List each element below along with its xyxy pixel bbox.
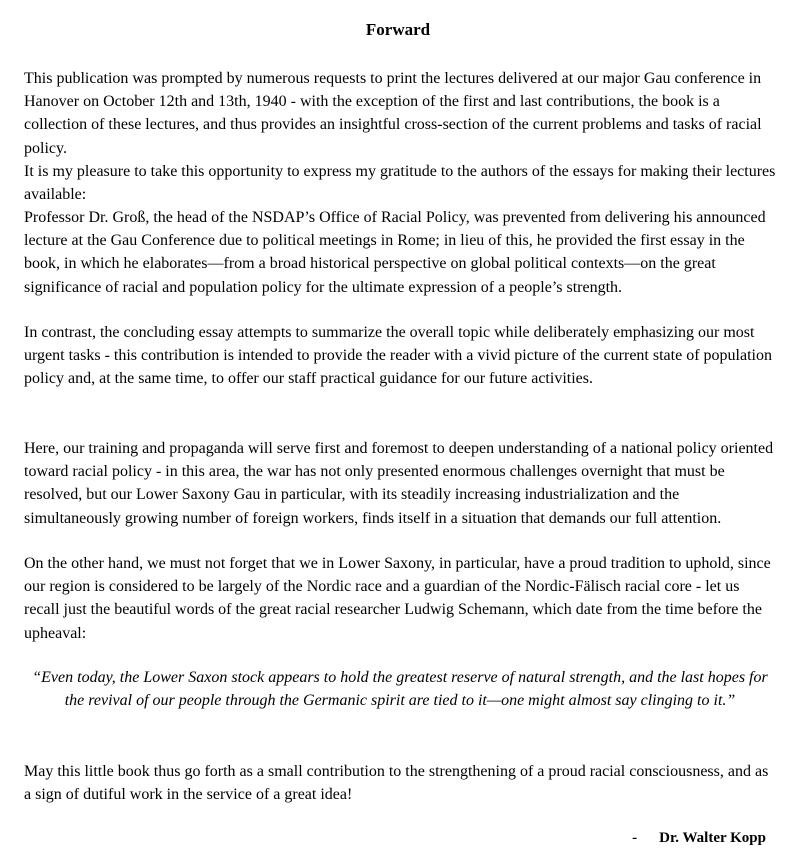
- paragraph-concluding-essay: In contrast, the concluding essay attempts to summarize the overall topic while deliberately emphasizing our most urgent tasks - this contribution is intended to provide the reader with a vivid picture of the current state of population policy and, at the same time, to offer our staff practical guidance for our future activities.: [24, 324, 772, 388]
- block-quote: “Even today, the Lower Saxon stock appears to hold the greatest reserve of natural strength, and the last hopes for the revival of our people through the Germanic spirit are tied to it—one might almost say clinging to it.”: [32, 669, 768, 710]
- paragraph-gratitude: It is my pleasure to take this opportunity to express my gratitude to the authors of the essays for making their lectures available:: [24, 163, 776, 204]
- paragraph-first-essay: Professor Dr. Groß, the head of the NSDAP’s Office of Racial Policy, was prevented from delivering his announced lecture at the Gau Conference due to political meetings in Rome; in lieu of this, he provided the first essay in the book, in which he elaborates—from a broad historical perspective on global political contexts—on the great significance of racial and population policy for the ultimate expression of a people’s strength.: [24, 209, 766, 296]
- signature-dash: -: [632, 830, 638, 846]
- page-title: Forward: [365, 20, 431, 39]
- paragraph-publication-origin: This publication was prompted by numerous requests to print the lectures delivered at our major Gau conference in Hanover on October 12th and 13th, 1940 - with the exception of the first and last contributions, the book is a collection of these lectures, and thus provides an insightful cross-section of the current problems and tasks of racial policy.: [24, 70, 762, 157]
- paragraph-closing: May this little book thus go forth as a small contribution to the strengthening of a proud racial consciousness, and as a sign of dutiful work in the service of a great idea!: [24, 763, 769, 804]
- signature-name: Dr. Walter Kopp: [659, 830, 766, 846]
- paragraph-training-propaganda: Here, our training and propaganda will serve first and foremost to deepen understanding of a national policy oriented toward racial policy - in this area, the war has not only presented enormous challenges overnight that must be resolved, but our Lower Saxony Gau in particular, with its steadily increasing industrialization and the simultaneously growing number of foreign workers, finds itself in a situation that demands our full attention.: [24, 440, 774, 527]
- signature: [632, 827, 766, 849]
- paragraph-lower-saxony-tradition: On the other hand, we must not forget that we in Lower Saxony, in particular, have a proud tradition to uphold, since our region is considered to be largely of the Nordic race and a guardian of the Nordic-Fälisch racial core - let us recall just the beautiful words of the great racial researcher Ludwig Schemann, which date from the time before the upheaval:: [24, 555, 771, 642]
